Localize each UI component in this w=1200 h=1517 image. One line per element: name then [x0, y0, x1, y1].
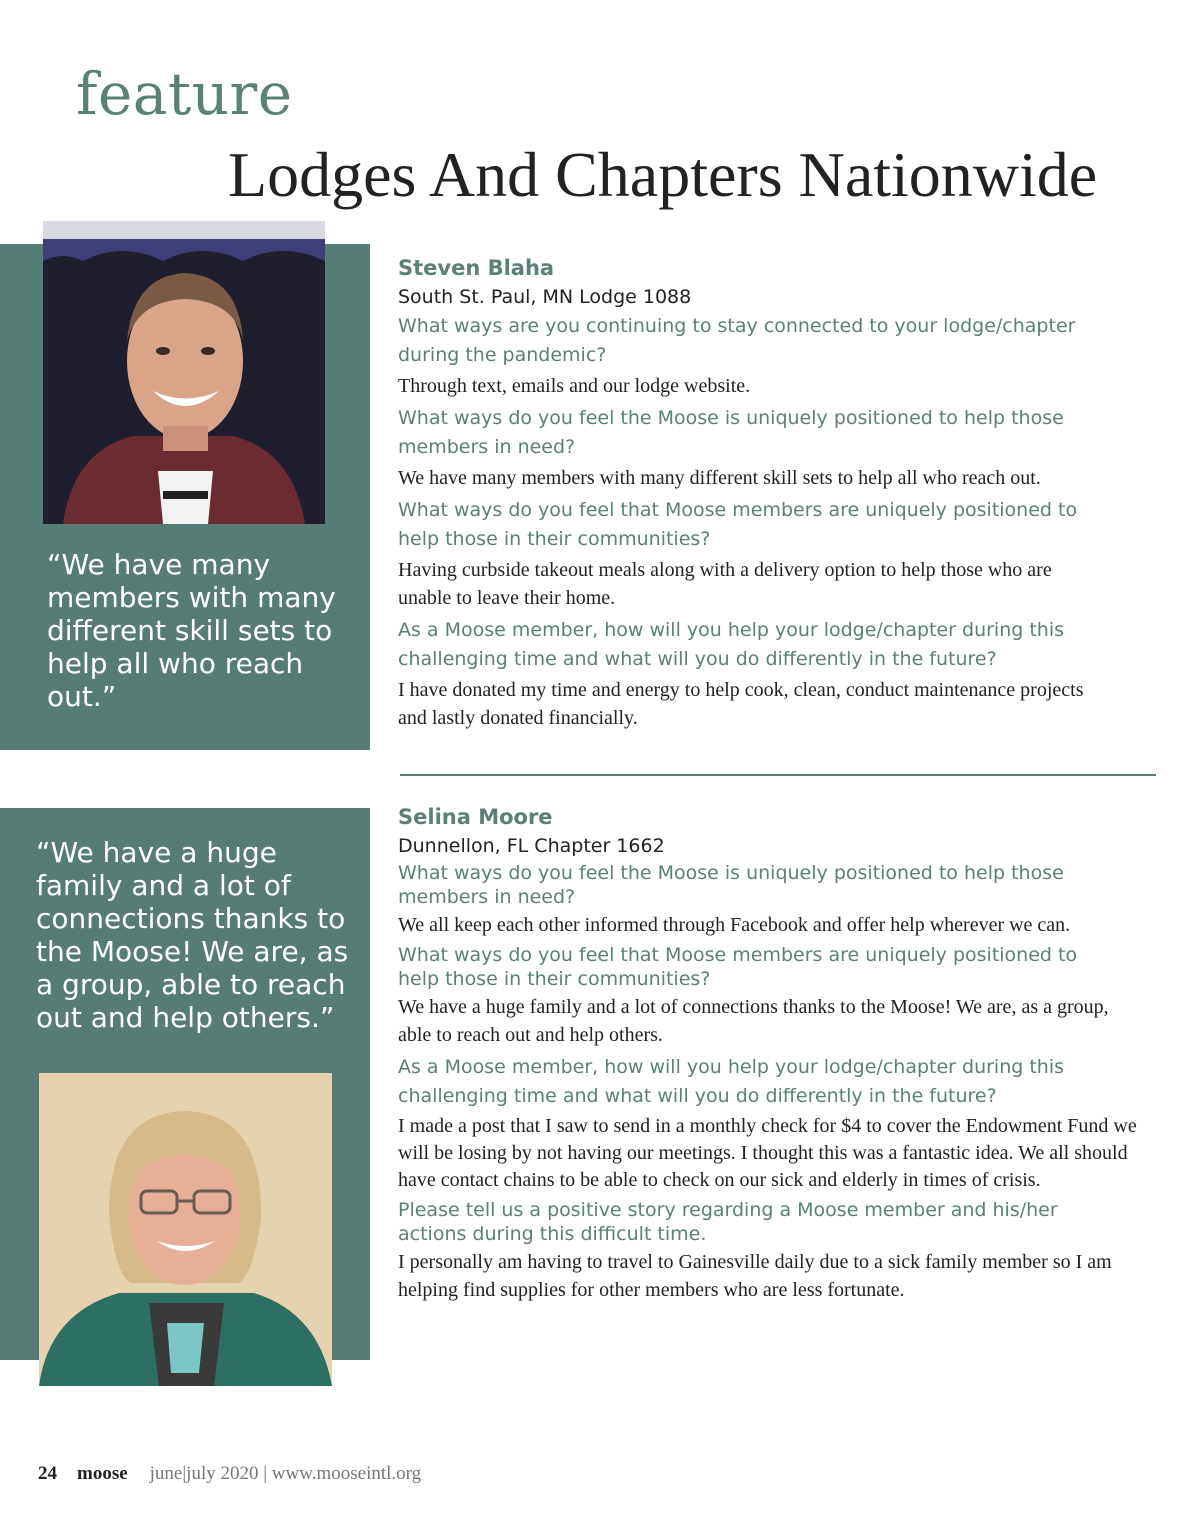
- question: What ways do you feel the Moose is uniquely positioned to help those members in need?: [398, 862, 1064, 908]
- question: What ways do you feel that Moose members are uniquely positioned to help those in their communities?: [398, 944, 1078, 990]
- issue-info: june|july 2020 | www.mooseintl.org: [149, 1463, 422, 1484]
- section-tag: feature: [76, 60, 293, 128]
- question: What ways are you continuing to stay connected to your lodge/chapter during the pandemic?: [398, 315, 1076, 366]
- answer: I have donated my time and energy to help cook, clean, conduct maintenance projects and lastly donated financially.: [398, 679, 1084, 729]
- question: As a Moose member, how will you help your lodge/chapter during this challenging time and what will you do differently in the future?: [398, 1056, 1065, 1107]
- question: As a Moose member, how will you help your lodge/chapter during this challenging time and what will you do differently in the future?: [398, 619, 1065, 670]
- member-location: Dunnellon, FL Chapter 1662: [398, 835, 665, 857]
- pull-quote-2: “We have a huge family and a lot of connections thanks to the Moose! We are, as a group, able to reach out and help others.”: [36, 836, 349, 1034]
- portrait-woman-image: [39, 1073, 332, 1386]
- page-title: Lodges And Chapters Nationwide: [228, 139, 1098, 210]
- answer: We have many members with many different skill sets to help all who reach out.: [398, 467, 1041, 489]
- profile-1-text: [398, 256, 1158, 736]
- portrait-man-image: [43, 221, 325, 524]
- answer: I personally am having to travel to Gainesville daily due to a sick family member so I am helping find supplies for other members who are less fortunate.: [398, 1251, 1112, 1301]
- profile-photo-1: [43, 221, 325, 524]
- answer: Having curbside takeout meals along with a delivery option to help those who are unable to leave their home.: [398, 559, 1052, 609]
- page-number: 24: [38, 1463, 57, 1484]
- profile-2-text: [398, 805, 1158, 1308]
- question: What ways do you feel that Moose members are uniquely positioned to help those in their communities?: [398, 499, 1078, 550]
- member-name: Steven Blaha: [398, 256, 555, 280]
- answer: I made a post that I saw to send in a monthly check for $4 to cover the Endowment Fund we will be losing by not having our meetings. I thought this was a fantastic idea. We all should have contact chains to be able to check on our sick and elderly in times of crisis.: [398, 1115, 1137, 1191]
- section-divider: [400, 774, 1156, 776]
- member-location: South St. Paul, MN Lodge 1088: [398, 286, 692, 308]
- profile-photo-2: [39, 1073, 332, 1386]
- answer: Through text, emails and our lodge website.: [398, 375, 751, 397]
- page-footer: [38, 1463, 421, 1485]
- question: Please tell us a positive story regarding a Moose member and his/her actions during this difficult time.: [398, 1199, 1058, 1245]
- magazine-name: moose: [77, 1463, 128, 1484]
- answer: We all keep each other informed through Facebook and offer help wherever we can.: [398, 914, 1071, 936]
- question: What ways do you feel the Moose is uniquely positioned to help those members in need?: [398, 407, 1064, 458]
- pull-quote-1: “We have many members with many different skill sets to help all who reach out.”: [47, 548, 336, 713]
- answer: We have a huge family and a lot of connections thanks to the Moose! We are, as a group, able to reach out and help others.: [398, 996, 1109, 1046]
- member-name: Selina Moore: [398, 805, 553, 829]
